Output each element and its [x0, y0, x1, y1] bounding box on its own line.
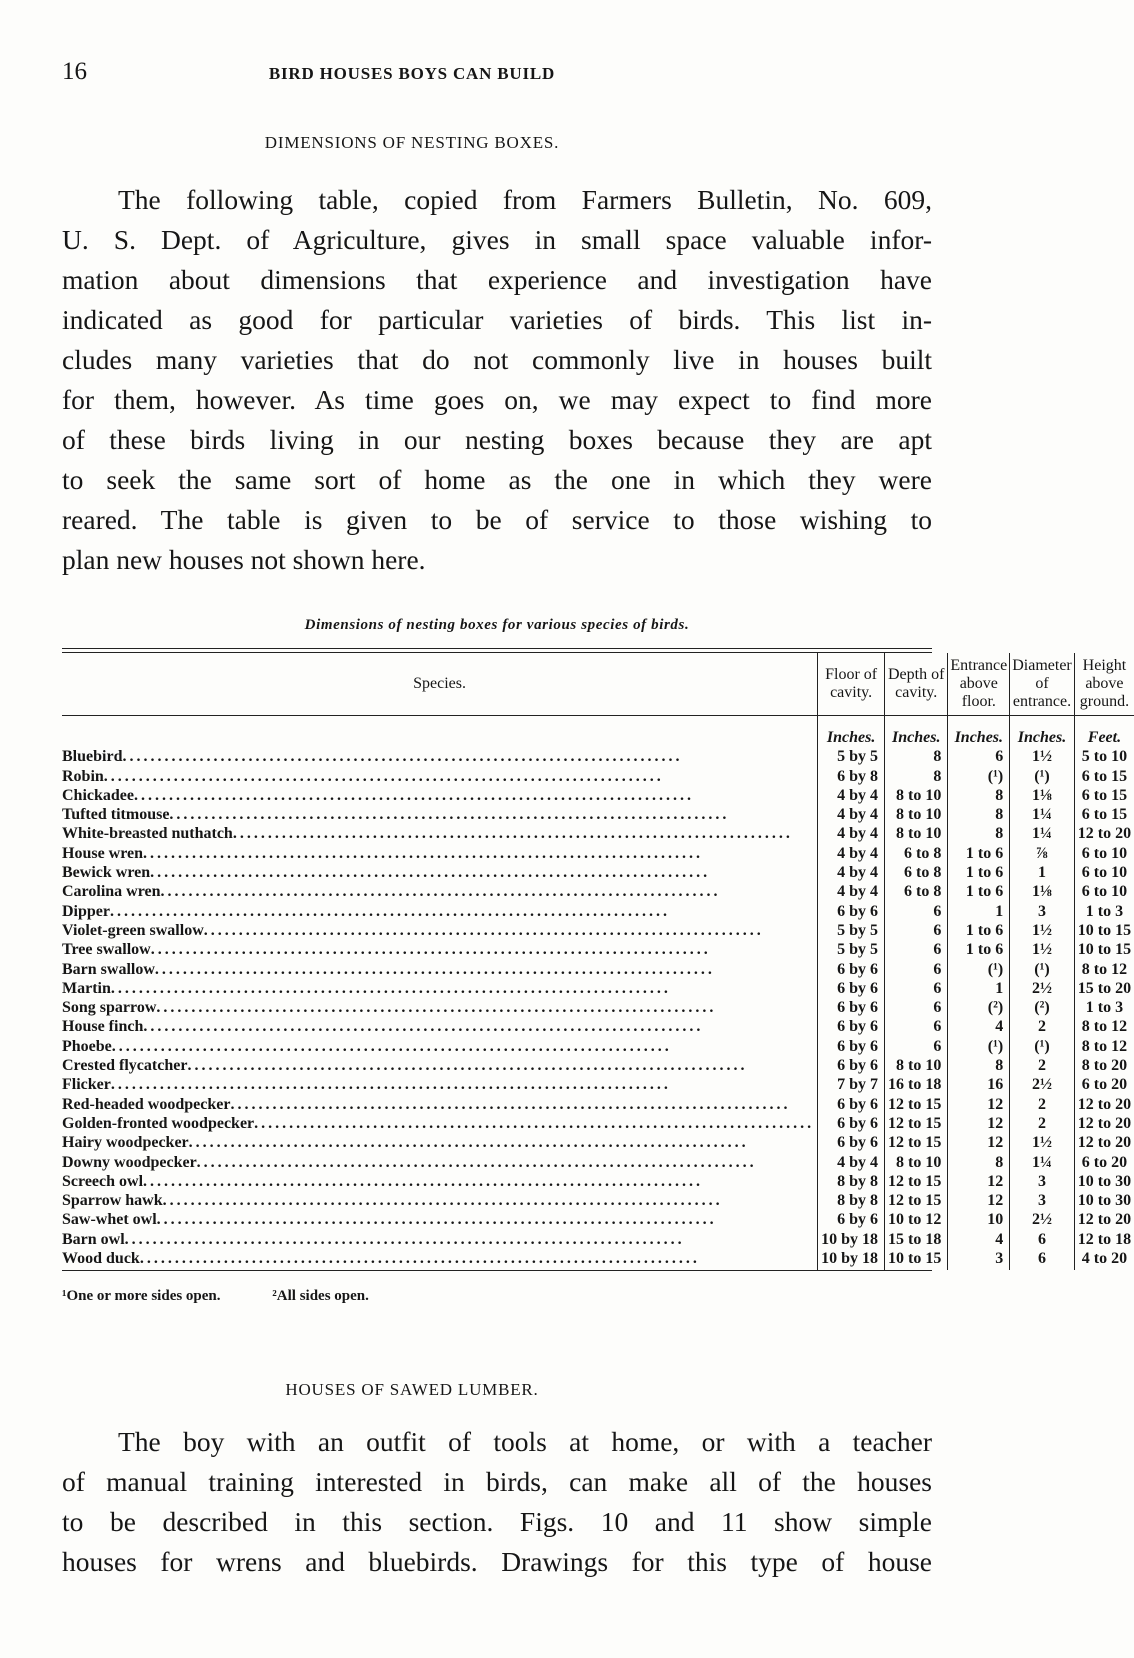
- species-name: Wood duck: [62, 1250, 140, 1268]
- table-cell: 5 by 5: [818, 747, 885, 766]
- table-cell: 4 by 4: [818, 1153, 885, 1172]
- table-cell: 12 to 20: [1074, 1133, 1134, 1152]
- table-cell: 1½: [1010, 747, 1075, 766]
- table-cell: 8: [948, 824, 1010, 843]
- nesting-table-wrapper: [62, 648, 1132, 1271]
- table-row: [62, 1075, 1134, 1094]
- column-header: Diameter of entrance.: [1010, 653, 1075, 716]
- book-page: [62, 0, 1132, 1658]
- table-cell: 1½: [1010, 940, 1075, 959]
- species-cell: [62, 921, 818, 940]
- species-cell: [62, 960, 818, 979]
- table-cell: 3: [1010, 902, 1075, 921]
- species-cell: [62, 844, 818, 863]
- table-body: [62, 716, 1134, 1271]
- table-cell: 2: [1010, 1095, 1075, 1114]
- units-row: [62, 716, 1134, 748]
- table-cell: 6 by 8: [818, 767, 885, 786]
- footnote: ¹One or more sides open.: [62, 1288, 221, 1304]
- species-name: Phoebe: [62, 1037, 112, 1055]
- text-line: The following table, copied from Farmers Bulletin, No. 609,: [118, 184, 932, 215]
- table-row: [62, 1230, 1134, 1249]
- text-line: mation about dimensions that experience and investigation have: [62, 264, 932, 295]
- table-cell: 12: [948, 1095, 1010, 1114]
- table-cell: 3: [948, 1249, 1010, 1270]
- table-row: [62, 1114, 1134, 1133]
- table-cell: 1 to 6: [948, 844, 1010, 863]
- table-cell: 12 to 20: [1074, 1095, 1134, 1114]
- unit-cell: Inches.: [948, 716, 1010, 748]
- table-cell: 10 to 15: [885, 1249, 948, 1270]
- table-cell: 6: [885, 979, 948, 998]
- table-cell: 12: [948, 1133, 1010, 1152]
- species-name: Saw-whet owl: [62, 1211, 157, 1229]
- table-row: [62, 1172, 1134, 1191]
- unit-cell: Inches.: [1010, 716, 1075, 748]
- table-cell: 12: [948, 1191, 1010, 1210]
- table-cell: 8: [885, 747, 948, 766]
- unit-cell: Inches.: [818, 716, 885, 748]
- species-name: House finch: [62, 1018, 144, 1036]
- text-line: houses for wrens and bluebirds. Drawings for this type of house: [62, 1546, 932, 1577]
- dot-leader: ................................................................................: [188, 1134, 749, 1152]
- table-cell: (¹): [948, 960, 1010, 979]
- table-cell: 12 to 15: [885, 1191, 948, 1210]
- dot-leader: ................................................................................: [150, 941, 711, 959]
- running-head: [62, 58, 932, 94]
- table-cell: (¹): [1010, 767, 1075, 786]
- footnote: ²All sides open.: [272, 1288, 369, 1304]
- species-cell: [62, 863, 818, 882]
- table-row: [62, 921, 1134, 940]
- table-cell: 6: [885, 902, 948, 921]
- table-cell: (¹): [1010, 1037, 1075, 1056]
- species-name: Red-headed woodpecker: [62, 1095, 231, 1113]
- dot-leader: ................................................................................: [196, 1153, 757, 1171]
- text-line: to seek the same sort of home as the one in which they were: [62, 464, 932, 495]
- species-name: Crested flycatcher: [62, 1057, 188, 1075]
- table-cell: 16: [948, 1075, 1010, 1094]
- table-cell: 8 to 10: [885, 1153, 948, 1172]
- section-heading-dimensions: DIMENSIONS OF NESTING BOXES.: [264, 133, 560, 152]
- species-name: Tree swallow: [62, 941, 151, 959]
- table-row: [62, 1153, 1134, 1172]
- table-cell: 1 to 6: [948, 882, 1010, 901]
- table-cell: 6 to 8: [885, 863, 948, 882]
- table-cell: 1⅛: [1010, 882, 1075, 901]
- table-cell: 15 to 20: [1074, 979, 1134, 998]
- table-cell: 6 to 15: [1074, 786, 1134, 805]
- table-cell: 1: [948, 979, 1010, 998]
- species-cell: [62, 805, 818, 824]
- table-row: [62, 786, 1134, 805]
- species-cell: [62, 998, 818, 1017]
- table-cell: 6: [885, 1037, 948, 1056]
- table-cell: 1¼: [1010, 805, 1075, 824]
- table-cell: 1 to 6: [948, 940, 1010, 959]
- species-name: Bewick wren: [62, 864, 151, 882]
- table-cell: 1 to 3: [1074, 902, 1134, 921]
- table-cell: 6: [948, 747, 1010, 766]
- table-cell: 6 by 6: [818, 1095, 885, 1114]
- table-row: [62, 805, 1134, 824]
- table-header-row: [62, 653, 1134, 716]
- dot-leader: ................................................................................: [169, 806, 730, 824]
- table-cell: 8: [885, 767, 948, 786]
- table-row: [62, 1056, 1134, 1075]
- nesting-boxes-table: [62, 653, 1134, 1270]
- table-cell: 6: [885, 998, 948, 1017]
- table-cell: 8 to 10: [885, 786, 948, 805]
- species-name: Downy woodpecker: [62, 1153, 197, 1171]
- table-cell: 6 by 6: [818, 1114, 885, 1133]
- species-cell: [62, 1191, 818, 1210]
- table-cell: (¹): [948, 767, 1010, 786]
- table-cell: 5 by 5: [818, 940, 885, 959]
- table-cell: 10 to 15: [1074, 940, 1134, 959]
- column-header: Entrance above floor.: [948, 653, 1010, 716]
- intro-paragraph: [62, 180, 932, 580]
- column-header: Height above ground.: [1074, 653, 1134, 716]
- table-cell: 6: [885, 921, 948, 940]
- species-cell: [62, 940, 818, 959]
- table-cell: 8 to 12: [1074, 1037, 1134, 1056]
- dot-leader: ................................................................................: [143, 844, 704, 862]
- table-row: [62, 1191, 1134, 1210]
- table-cell: 1: [1010, 863, 1075, 882]
- species-name: Golden-fronted woodpecker: [62, 1114, 255, 1132]
- species-cell: [62, 1133, 818, 1152]
- table-row: [62, 1133, 1134, 1152]
- species-cell: [62, 1017, 818, 1036]
- species-cell: [62, 1114, 818, 1133]
- table-cell: 12 to 15: [885, 1172, 948, 1191]
- species-cell: [62, 1249, 818, 1270]
- dot-leader: ................................................................................: [122, 748, 683, 766]
- column-header: Depth of cavity.: [885, 653, 948, 716]
- table-cell: 12 to 20: [1074, 1210, 1134, 1229]
- species-name: Flicker: [62, 1076, 111, 1094]
- dot-leader: ................................................................................: [150, 864, 711, 882]
- table-bottom-rule: [62, 1270, 932, 1271]
- table-cell: 1½: [1010, 1133, 1075, 1152]
- table-cell: 6 by 6: [818, 960, 885, 979]
- table-cell: 15 to 18: [885, 1230, 948, 1249]
- dot-leader: ................................................................................: [111, 1037, 672, 1055]
- table-cell: 4 by 4: [818, 844, 885, 863]
- species-cell: [62, 1075, 818, 1094]
- table-row: [62, 824, 1134, 843]
- table-cell: 3: [1010, 1191, 1075, 1210]
- species-cell: [62, 1056, 818, 1075]
- book-title: BIRD HOUSES BOYS CAN BUILD: [268, 64, 556, 83]
- table-cell: 1¼: [1010, 824, 1075, 843]
- table-cell: 8 to 20: [1074, 1056, 1134, 1075]
- table-cell: (¹): [948, 1037, 1010, 1056]
- species-cell: [62, 1210, 818, 1229]
- table-row: [62, 960, 1134, 979]
- table-cell: 4 to 20: [1074, 1249, 1134, 1270]
- species-name: Chickadee: [62, 786, 134, 804]
- species-name: Tufted titmouse: [62, 806, 170, 824]
- species-cell: [62, 747, 818, 766]
- table-cell: 3: [1010, 1172, 1075, 1191]
- dot-leader: ................................................................................: [230, 1095, 791, 1113]
- dot-leader: ................................................................................: [254, 1114, 815, 1132]
- table-cell: 12 to 15: [885, 1114, 948, 1133]
- unit-cell: Feet.: [1074, 716, 1134, 748]
- dot-leader: ................................................................................: [162, 1192, 723, 1210]
- species-name: Martin: [62, 979, 111, 997]
- table-cell: 1⅛: [1010, 786, 1075, 805]
- table-cell: 1 to 6: [948, 921, 1010, 940]
- table-cell: 6 by 6: [818, 1037, 885, 1056]
- table-cell: 12 to 15: [885, 1133, 948, 1152]
- table-cell: 16 to 18: [885, 1075, 948, 1094]
- table-cell: 2½: [1010, 1210, 1075, 1229]
- dot-leader: ................................................................................: [103, 767, 664, 785]
- species-name: Robin: [62, 767, 104, 785]
- table-cell: 10 to 30: [1074, 1172, 1134, 1191]
- table-cell: 6 to 8: [885, 844, 948, 863]
- table-cell: 12 to 20: [1074, 1114, 1134, 1133]
- species-cell: [62, 979, 818, 998]
- species-name: Sparrow hawk: [62, 1192, 163, 1210]
- table-cell: 5 to 10: [1074, 747, 1134, 766]
- text-line: U. S. Dept. of Agriculture, gives in small space valuable infor-: [62, 224, 932, 255]
- text-line: plan new houses not shown here.: [62, 544, 426, 575]
- table-cell: 8: [948, 805, 1010, 824]
- lumber-paragraph: [62, 1422, 932, 1582]
- table-cell: 1 to 3: [1074, 998, 1134, 1017]
- table-cell: ⅞: [1010, 844, 1075, 863]
- table-caption: Dimensions of nesting boxes for various species of birds.: [304, 617, 690, 633]
- table-cell: 10 by 18: [818, 1230, 885, 1249]
- table-cell: 10 to 12: [885, 1210, 948, 1229]
- species-cell: [62, 767, 818, 786]
- table-cell: 8 by 8: [818, 1172, 885, 1191]
- table-cell: (²): [948, 998, 1010, 1017]
- table-cell: 2: [1010, 1114, 1075, 1133]
- table-cell: 6 by 6: [818, 1133, 885, 1152]
- table-cell: 4 by 4: [818, 786, 885, 805]
- species-cell: [62, 824, 818, 843]
- species-name: Screech owl: [62, 1172, 144, 1190]
- table-cell: 6 by 6: [818, 979, 885, 998]
- table-row: [62, 1095, 1134, 1114]
- dot-leader: ................................................................................: [124, 1230, 685, 1248]
- unit-cell: Inches.: [885, 716, 948, 748]
- section-heading-sawed-lumber: HOUSES OF SAWED LUMBER.: [285, 1380, 539, 1399]
- table-row: [62, 940, 1134, 959]
- species-name: Barn owl: [62, 1230, 125, 1248]
- species-cell: [62, 902, 818, 921]
- species-name: Song sparrow: [62, 999, 157, 1017]
- text-line: cludes many varieties that do not commonly live in houses built: [62, 344, 932, 375]
- table-cell: 6 by 6: [818, 1017, 885, 1036]
- table-cell: 12: [948, 1172, 1010, 1191]
- table-cell: 1¼: [1010, 1153, 1075, 1172]
- text-line: reared. The table is given to be of service to those wishing to: [62, 504, 932, 535]
- table-row: [62, 1249, 1134, 1270]
- table-row: [62, 1037, 1134, 1056]
- table-cell: 8 to 10: [885, 1056, 948, 1075]
- species-cell: [62, 786, 818, 805]
- table-cell: 12 to 20: [1074, 824, 1134, 843]
- table-cell: 6: [1010, 1230, 1075, 1249]
- table-cell: 6: [885, 1017, 948, 1036]
- dot-leader: ................................................................................: [156, 1211, 717, 1229]
- text-line: to be described in this section. Figs. 10 and 11 show simple: [62, 1506, 932, 1537]
- table-cell: 7 by 7: [818, 1075, 885, 1094]
- species-name: Barn swallow: [62, 960, 155, 978]
- species-name: Violet-green swallow: [62, 921, 204, 939]
- table-cell: 8 to 12: [1074, 960, 1134, 979]
- table-row: [62, 979, 1134, 998]
- text-line: of these birds living in our nesting boxes because they are apt: [62, 424, 932, 455]
- table-cell: 6 to 15: [1074, 805, 1134, 824]
- table-cell: 12 to 15: [885, 1095, 948, 1114]
- table-cell: 6: [885, 940, 948, 959]
- table-cell: 8 to 10: [885, 805, 948, 824]
- table-cell: 4 by 4: [818, 824, 885, 843]
- table-cell: 10 to 30: [1074, 1191, 1134, 1210]
- species-cell: [62, 1095, 818, 1114]
- table-row: [62, 1017, 1134, 1036]
- table-cell: 6 to 10: [1074, 882, 1134, 901]
- dot-leader: ................................................................................: [187, 1057, 748, 1075]
- dot-leader: ................................................................................: [154, 960, 715, 978]
- text-line: The boy with an outfit of tools at home, or with a teacher: [118, 1426, 932, 1457]
- species-name: Dipper: [62, 902, 110, 920]
- dot-leader: ................................................................................: [160, 883, 721, 901]
- table-cell: 8: [948, 1153, 1010, 1172]
- table-cell: 2½: [1010, 979, 1075, 998]
- table-cell: 1½: [1010, 921, 1075, 940]
- dot-leader: ................................................................................: [110, 1076, 671, 1094]
- column-header: Species.: [62, 653, 818, 716]
- column-header: Floor of cavity.: [818, 653, 885, 716]
- species-name: White-breasted nuthatch: [62, 825, 233, 843]
- text-line: indicated as good for particular varieties of birds. This list in-: [62, 304, 932, 335]
- table-cell: 1 to 6: [948, 863, 1010, 882]
- table-row: [62, 882, 1134, 901]
- dot-leader: ................................................................................: [110, 902, 670, 920]
- table-cell: 6: [885, 960, 948, 979]
- table-cell: 4 by 4: [818, 863, 885, 882]
- unit-cell: [62, 716, 818, 748]
- text-line: for them, however. As time goes on, we may expect to find more: [62, 384, 932, 415]
- table-cell: 2: [1010, 1017, 1075, 1036]
- table-cell: 6 by 6: [818, 998, 885, 1017]
- table-cell: 6 to 15: [1074, 767, 1134, 786]
- table-row: [62, 747, 1134, 766]
- table-cell: 6 to 10: [1074, 844, 1134, 863]
- page-number: 16: [62, 58, 87, 85]
- species-name: Carolina wren: [62, 883, 161, 901]
- table-cell: 2: [1010, 1056, 1075, 1075]
- table-cell: 5 by 5: [818, 921, 885, 940]
- table-cell: 4: [948, 1017, 1010, 1036]
- table-cell: 8: [948, 1056, 1010, 1075]
- species-cell: [62, 1037, 818, 1056]
- species-name: Hairy woodpecker: [62, 1134, 189, 1152]
- table-cell: 8: [948, 786, 1010, 805]
- species-cell: [62, 1172, 818, 1191]
- table-cell: (²): [1010, 998, 1075, 1017]
- table-cell: 6 by 6: [818, 902, 885, 921]
- species-name: House wren: [62, 844, 144, 862]
- table-row: [62, 902, 1134, 921]
- table-cell: 6 to 20: [1074, 1075, 1134, 1094]
- table-row: [62, 863, 1134, 882]
- table-cell: 6 to 8: [885, 882, 948, 901]
- table-row: [62, 844, 1134, 863]
- dot-leader: ................................................................................: [139, 1250, 700, 1268]
- table-cell: 6 to 10: [1074, 863, 1134, 882]
- table-cell: 1: [948, 902, 1010, 921]
- table-row: [62, 767, 1134, 786]
- dot-leader: ................................................................................: [110, 979, 671, 997]
- table-cell: 4 by 4: [818, 805, 885, 824]
- species-name: Bluebird: [62, 748, 123, 766]
- table-cell: 6 by 6: [818, 1210, 885, 1229]
- dot-leader: ................................................................................: [134, 786, 694, 804]
- table-cell: (¹): [1010, 960, 1075, 979]
- table-row: [62, 1210, 1134, 1229]
- dot-leader: ................................................................................: [232, 825, 793, 843]
- dot-leader: ................................................................................: [143, 1172, 704, 1190]
- table-cell: 8 to 12: [1074, 1017, 1134, 1036]
- dot-leader: ................................................................................: [143, 1018, 704, 1036]
- species-cell: [62, 1230, 818, 1249]
- dot-leader: ................................................................................: [203, 921, 764, 939]
- table-cell: 10 by 18: [818, 1249, 885, 1270]
- table-cell: 4: [948, 1230, 1010, 1249]
- text-line: of manual training interested in birds, can make all of the houses: [62, 1466, 932, 1497]
- table-cell: 12 to 18: [1074, 1230, 1134, 1249]
- species-cell: [62, 882, 818, 901]
- table-cell: 4 by 4: [818, 882, 885, 901]
- table-footnotes: [62, 1288, 932, 1305]
- table-cell: 12: [948, 1114, 1010, 1133]
- dot-leader: ................................................................................: [156, 999, 717, 1017]
- table-cell: 6 to 20: [1074, 1153, 1134, 1172]
- table-cell: 2½: [1010, 1075, 1075, 1094]
- table-cell: 8 to 10: [885, 824, 948, 843]
- species-cell: [62, 1153, 818, 1172]
- table-cell: 10 to 15: [1074, 921, 1134, 940]
- table-cell: 8 by 8: [818, 1191, 885, 1210]
- table-row: [62, 998, 1134, 1017]
- table-cell: 10: [948, 1210, 1010, 1229]
- table-cell: 6: [1010, 1249, 1075, 1270]
- table-cell: 6 by 6: [818, 1056, 885, 1075]
